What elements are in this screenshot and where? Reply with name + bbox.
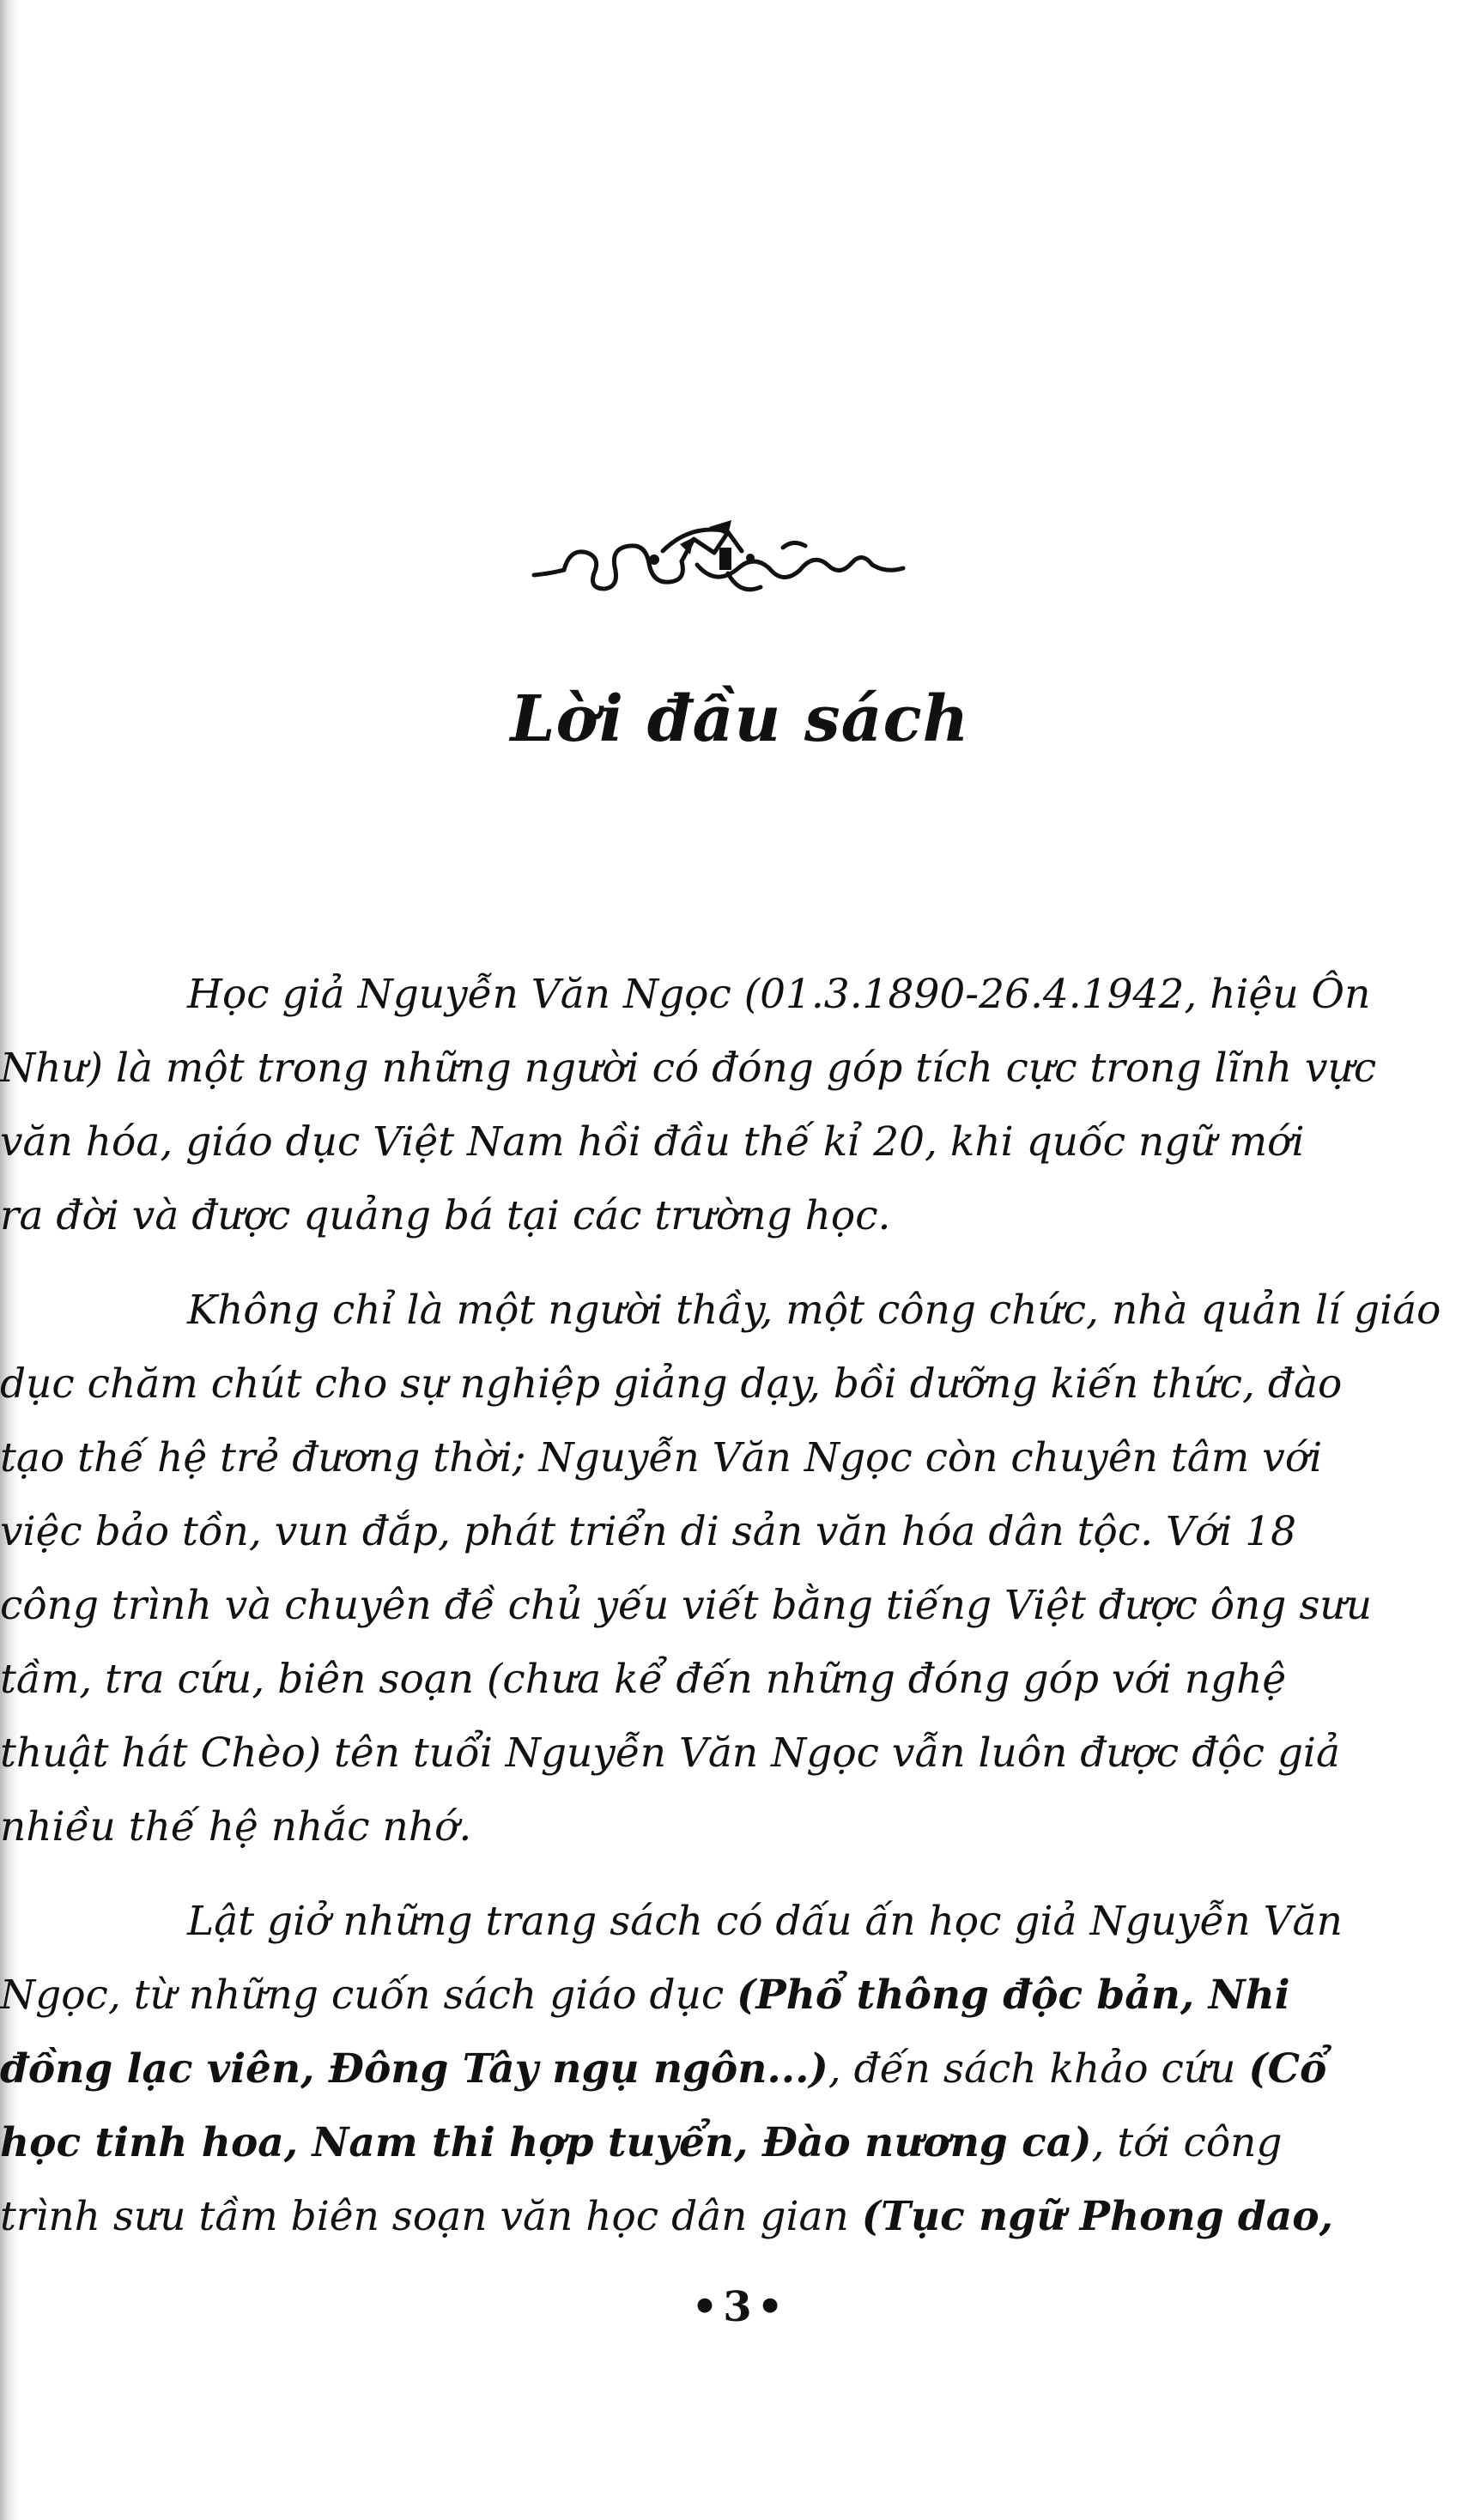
paragraph-line: văn hóa, giáo dục Việt Nam hồi đầu thế kỉ 20, khi quốc ngữ mới (0, 1118, 1305, 1166)
paragraph-line: Học giả Nguyễn Văn Ngọc (01.3.1890-26.4.1942, hiệu Ôn (187, 971, 1371, 1018)
paragraph-2 (0, 1274, 1441, 1864)
text-segment: , tới công (1091, 2119, 1283, 2166)
bold-book-titles: (Tục ngữ Phong dao, (861, 2193, 1333, 2240)
text-segment: Ngọc, từ những cuốn sách giáo dục (0, 1972, 737, 2019)
page-title: Lời đầu sách (510, 682, 970, 756)
bold-book-titles: học tinh hoa, Nam thi hợp tuyển, Đào nương ca) (0, 2119, 1092, 2166)
paragraph-3 (0, 1885, 1350, 2254)
paragraph-line: nhiều thế hệ nhắc nhớ. (0, 1803, 472, 1851)
paragraph-line: Không chỉ là một người thầy, một công chức, nhà quản lí giáo (187, 1287, 1441, 1334)
paragraph-line: dục chăm chút cho sự nghiệp giảng dạy, bồi dưỡng kiến thức, đào (0, 1360, 1343, 1408)
paragraph-line (0, 2106, 1350, 2180)
paragraph-1 (0, 958, 1377, 1253)
folio-dot-icon: • (691, 2283, 724, 2331)
bold-book-titles: (Phổ thông độc bản, Nhi (737, 1972, 1290, 2019)
dragon-ornament-icon (525, 513, 912, 616)
page-number-value: 3 (723, 2283, 757, 2331)
page-number (0, 2283, 1480, 2331)
bold-book-titles: (Cổ (1248, 2045, 1327, 2093)
paragraph-line: việc bảo tồn, vun đắp, phát triển di sản văn hóa dân tộc. Với 18 (0, 1508, 1297, 1555)
text-segment: trình sưu tầm biên soạn văn học dân gian (0, 2193, 862, 2240)
paragraph-line: Lật giở những trang sách có dấu ấn học giả Nguyễn Văn (187, 1898, 1343, 1945)
paragraph-line: công trình và chuyên đề chủ yếu viết bằng tiếng Việt được ông sưu (0, 1582, 1372, 1629)
preface-body (0, 958, 1441, 2275)
paragraph-line: thuật hát Chèo) tên tuổi Nguyễn Văn Ngọc vẫn luôn được độc giả (0, 1729, 1340, 1777)
paragraph-line: ra đời và được quảng bá tại các trường học. (0, 1192, 891, 1239)
bold-book-titles: đồng lạc viên, Đông Tây ngụ ngôn...) (0, 2045, 828, 2093)
paragraph-line: Như) là một trong những người có đóng góp tích cực trong lĩnh vực (0, 1045, 1377, 1092)
paragraph-line: tầm, tra cứu, biên soạn (chưa kể đến những đóng góp với nghệ (0, 1656, 1287, 1703)
paragraph-line (0, 1959, 1350, 2032)
folio-dot-icon: • (756, 2283, 789, 2331)
text-segment: , đến sách khảo cứu (828, 2045, 1249, 2093)
paragraph-line (0, 2032, 1350, 2106)
paragraph-line (0, 2180, 1350, 2254)
paragraph-line: tạo thế hệ trẻ đương thời; Nguyễn Văn Ngọc còn chuyên tâm với (0, 1434, 1323, 1481)
